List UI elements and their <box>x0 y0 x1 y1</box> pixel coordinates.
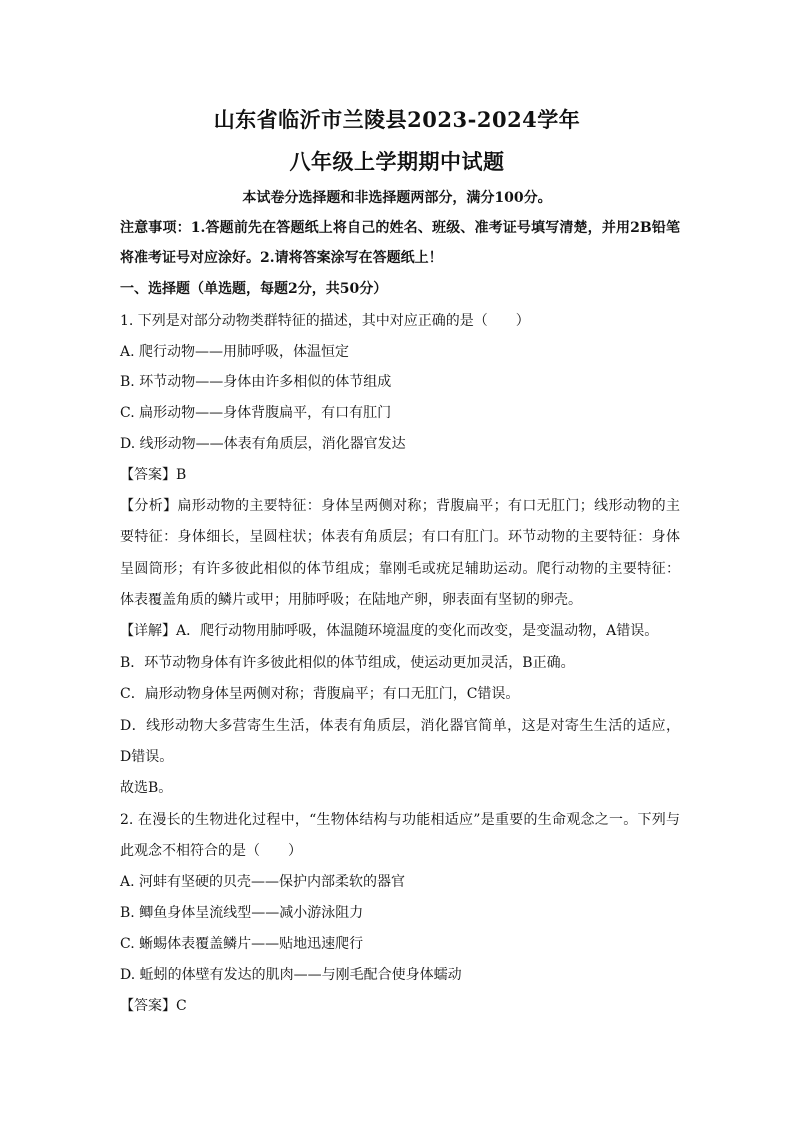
section-heading: 一、选择题（单选题，每题2分，共50分） <box>120 281 388 297</box>
question-1-answer: 【答案】B <box>120 467 187 483</box>
question-2-stem-line-2: 此观念不相符合的是（ ） <box>120 843 302 859</box>
question-1-conclusion: 故选B。 <box>120 780 173 796</box>
question-1-option-b: B. 环节动物——身体由许多相似的体节组成 <box>120 374 392 390</box>
question-1-option-c: C. 扁形动物——身体背腹扁平，有口有肛门 <box>120 405 392 421</box>
question-1-option-d: D. 线形动物——体表有角质层，消化器官发达 <box>120 436 406 452</box>
question-1-detail-line: C．扁形动物身体呈两侧对称；背腹扁平；有口无肛门，C错误。 <box>120 686 520 702</box>
notice-line-2: 将准考证号对应涂好。2.请将答案涂写在答题纸上！ <box>120 250 443 266</box>
question-2-option-b: B. 鲫鱼身体呈流线型——减小游泳阻力 <box>120 905 364 921</box>
exam-title-line-1: 山东省临沂市兰陵县2023-2024学年 <box>213 107 581 132</box>
question-1-detail-line: D错误。 <box>120 749 174 765</box>
question-2-option-c: C. 蜥蜴体表覆盖鳞片——贴地迅速爬行 <box>120 936 364 952</box>
exam-score-note: 本试卷分选择题和非选择题两部分，满分100分。 <box>242 190 552 206</box>
notice-line-1: 注意事项：1.答题前先在答题纸上将自己的姓名、班级、准考证号填写清楚，并用2B铅笔 <box>120 220 680 236</box>
question-2-option-a: A. 河蚌有坚硬的贝壳——保护内部柔软的器官 <box>120 874 406 890</box>
question-1-analysis-line: 要特征：身体细长，呈圆柱状；体表有角质层；有口有肛门。环节动物的主要特征：身体 <box>120 529 680 545</box>
question-1-analysis-line: 呈圆筒形；有许多彼此相似的体节组成；靠刚毛或疣足辅助运动。爬行动物的主要特征： <box>120 561 680 577</box>
question-1-detail-line: 【详解】A．爬行动物用肺呼吸，体温随环境温度的变化而改变，是变温动物，A错误。 <box>120 623 659 639</box>
question-1-option-a: A. 爬行动物——用肺呼吸，体温恒定 <box>120 344 350 360</box>
question-2-option-d: D. 蚯蚓的体壁有发达的肌肉——与刚毛配合使身体蠕动 <box>120 967 462 983</box>
question-2-stem-line-1: 2. 在漫长的生物进化过程中，“生物体结构与功能相适应”是重要的生命观念之一。下列与 <box>120 812 680 828</box>
question-1-detail-line: D．线形动物大多营寄生生活，体表有角质层，消化器官简单，这是对寄生生活的适应， <box>120 718 680 734</box>
question-2-answer: 【答案】C <box>120 998 187 1014</box>
question-1-stem: 1. 下列是对部分动物类群特征的描述，其中对应正确的是（ ） <box>120 313 530 329</box>
question-1-analysis-line: 体表覆盖角质的鳞片或甲；用肺呼吸；在陆地产卵，卵表面有坚韧的卵壳。 <box>120 592 582 608</box>
exam-title-line-2: 八年级上学期期中试题 <box>289 149 505 174</box>
question-1-detail-line: B．环节动物身体有许多彼此相似的体节组成，使运动更加灵活，B正确。 <box>120 655 575 671</box>
question-1-analysis-line: 【分析】扁形动物的主要特征：身体呈两侧对称；背腹扁平；有口无肛门；线形动物的主 <box>120 498 680 514</box>
